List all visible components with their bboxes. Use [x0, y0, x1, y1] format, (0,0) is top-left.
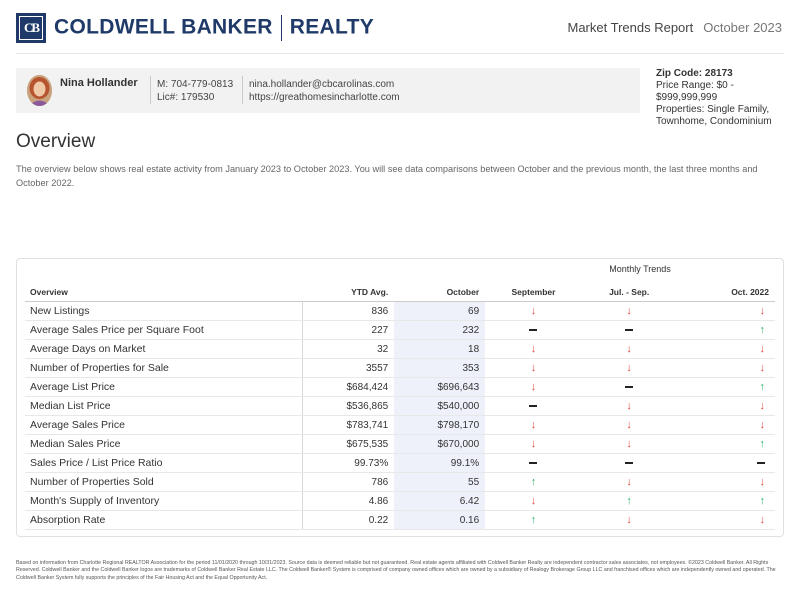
header-divider — [16, 53, 784, 54]
property-types: Properties: Single Family, Townhome, Condominium — [656, 104, 772, 127]
trend-cell — [582, 321, 677, 340]
table-row — [25, 473, 775, 492]
trend-cell — [677, 378, 776, 397]
trend-cell — [677, 359, 776, 378]
report-month: October 2023 — [703, 20, 782, 35]
trend-cell — [485, 454, 582, 473]
row-label: Average Sales Price — [25, 416, 303, 435]
trend-cell — [677, 473, 776, 492]
arrow-down-icon: ↓ — [759, 400, 765, 412]
october-cell: 55 — [394, 473, 485, 492]
arrow-down-icon: ↓ — [626, 400, 632, 412]
trend-cell — [582, 492, 677, 511]
column-header: September — [485, 283, 582, 302]
october-cell: 353 — [394, 359, 485, 378]
arrow-down-icon: ↓ — [759, 343, 765, 355]
no-change-icon — [625, 329, 633, 331]
arrow-down-icon: ↓ — [626, 343, 632, 355]
trend-cell — [582, 473, 677, 492]
agent-phone[interactable]: M: 704-779-0813 — [157, 79, 234, 90]
section-description: The overview below shows real estate activity from January 2023 to October 2023. You will see data comparisons between October and the previous month, the last three months and October 2022. — [16, 164, 758, 188]
october-cell: $540,000 — [394, 397, 485, 416]
october-cell: 99.1% — [394, 454, 485, 473]
trend-cell — [582, 454, 677, 473]
table-header-row — [25, 283, 775, 302]
trend-cell — [677, 397, 776, 416]
no-change-icon — [625, 462, 633, 464]
trend-cell — [677, 340, 776, 359]
row-label: Sales Price / List Price Ratio — [25, 454, 303, 473]
ytd-avg-cell: 0.22 — [303, 511, 394, 530]
arrow-down-icon: ↓ — [626, 438, 632, 450]
trend-cell — [582, 397, 677, 416]
agent-website-link[interactable]: https://greathomesincharlotte.com — [249, 92, 400, 103]
table-row — [25, 511, 775, 530]
arrow-down-icon: ↓ — [530, 343, 537, 355]
trend-cell — [677, 454, 776, 473]
price-range: Price Range: $0 - $999,999,999 — [656, 80, 734, 103]
ytd-avg-cell: $783,741 — [303, 416, 394, 435]
october-cell: $696,643 — [394, 378, 485, 397]
arrow-down-icon: ↓ — [626, 514, 632, 526]
trend-cell — [677, 435, 776, 454]
trend-cell — [485, 473, 582, 492]
trend-cell — [677, 416, 776, 435]
trend-cell — [582, 378, 677, 397]
ytd-avg-cell: 836 — [303, 302, 394, 321]
agent-avatar — [27, 75, 52, 106]
trend-cell — [582, 340, 677, 359]
ytd-avg-cell: $536,865 — [303, 397, 394, 416]
row-label: Median List Price — [25, 397, 303, 416]
agent-contact-block — [249, 78, 400, 104]
agent-divider — [150, 76, 151, 104]
arrow-down-icon: ↓ — [530, 438, 537, 450]
table-row — [25, 397, 775, 416]
section-title: Overview — [16, 131, 96, 152]
arrow-up-icon: ↑ — [626, 495, 632, 507]
arrow-down-icon: ↓ — [530, 381, 537, 393]
october-cell: 18 — [394, 340, 485, 359]
agent-email-link[interactable]: nina.hollander@cbcarolinas.com — [249, 79, 395, 90]
trend-cell — [485, 359, 582, 378]
ytd-avg-cell: 227 — [303, 321, 394, 340]
october-cell: 0.16 — [394, 511, 485, 530]
october-cell: 6.42 — [394, 492, 485, 511]
trend-cell — [485, 397, 582, 416]
row-label: Number of Properties Sold — [25, 473, 303, 492]
monthly-trends-header: Monthly Trends — [609, 264, 671, 274]
overview-table — [25, 283, 775, 530]
row-label: Average List Price — [25, 378, 303, 397]
trend-cell — [582, 359, 677, 378]
no-change-icon — [529, 329, 537, 331]
brand-name: COLDWELL BANKER REALTY — [54, 15, 374, 41]
table-row — [25, 340, 775, 359]
ytd-avg-cell: $684,424 — [303, 378, 394, 397]
table-row — [25, 435, 775, 454]
ytd-avg-cell: 32 — [303, 340, 394, 359]
no-change-icon — [625, 386, 633, 388]
no-change-icon — [757, 462, 765, 464]
no-change-icon — [529, 405, 537, 407]
row-label: Absorption Rate — [25, 511, 303, 530]
brand-logo — [16, 13, 374, 43]
october-cell: $798,170 — [394, 416, 485, 435]
trend-cell — [485, 378, 582, 397]
logo-mark-icon: CB — [16, 13, 46, 43]
trend-cell — [582, 302, 677, 321]
arrow-up-icon: ↑ — [759, 495, 765, 507]
arrow-down-icon: ↓ — [759, 362, 765, 374]
arrow-down-icon: ↓ — [530, 419, 537, 431]
arrow-down-icon: ↓ — [530, 495, 537, 507]
ytd-avg-cell: 786 — [303, 473, 394, 492]
ytd-avg-cell: 99.73% — [303, 454, 394, 473]
trend-cell — [582, 511, 677, 530]
report-filters — [656, 68, 796, 128]
report-title: Market Trends Report October 2023 — [567, 20, 782, 35]
row-label: Average Days on Market — [25, 340, 303, 359]
ytd-avg-cell: 4.86 — [303, 492, 394, 511]
agent-name: Nina Hollander — [60, 77, 138, 89]
table-row — [25, 321, 775, 340]
arrow-down-icon: ↓ — [759, 305, 765, 317]
october-cell: 69 — [394, 302, 485, 321]
trend-cell — [485, 416, 582, 435]
table-row — [25, 454, 775, 473]
trend-cell — [485, 435, 582, 454]
zip-code: Zip Code: 28173 — [656, 68, 733, 79]
row-label: Median Sales Price — [25, 435, 303, 454]
agent-license: Lic#: 179530 — [157, 92, 215, 103]
row-label: Month's Supply of Inventory — [25, 492, 303, 511]
trend-cell — [582, 416, 677, 435]
arrow-down-icon: ↓ — [626, 476, 632, 488]
arrow-down-icon: ↓ — [759, 476, 765, 488]
trend-cell — [582, 435, 677, 454]
trend-cell — [677, 492, 776, 511]
arrow-up-icon: ↑ — [530, 514, 537, 526]
arrow-down-icon: ↓ — [626, 419, 632, 431]
column-header: Oct. 2022 — [677, 283, 776, 302]
arrow-down-icon: ↓ — [626, 305, 632, 317]
agent-info-bar — [16, 68, 640, 113]
table-body — [25, 302, 775, 530]
row-label: New Listings — [25, 302, 303, 321]
table-row — [25, 302, 775, 321]
trend-cell — [485, 302, 582, 321]
october-cell: 232 — [394, 321, 485, 340]
october-cell: $670,000 — [394, 435, 485, 454]
arrow-down-icon: ↓ — [759, 419, 765, 431]
table-row — [25, 492, 775, 511]
no-change-icon — [529, 462, 537, 464]
trend-cell — [485, 492, 582, 511]
row-label: Number of Properties for Sale — [25, 359, 303, 378]
arrow-up-icon: ↑ — [759, 381, 765, 393]
arrow-up-icon: ↑ — [759, 438, 765, 450]
trend-cell — [485, 321, 582, 340]
column-header: Jul. - Sep. — [582, 283, 677, 302]
trend-cell — [677, 321, 776, 340]
trend-cell — [485, 511, 582, 530]
arrow-down-icon: ↓ — [530, 305, 537, 317]
column-header: Overview — [25, 283, 303, 302]
trend-cell — [485, 340, 582, 359]
agent-phone-block — [157, 78, 233, 104]
arrow-up-icon: ↑ — [530, 476, 537, 488]
arrow-up-icon: ↑ — [759, 324, 765, 336]
column-header: YTD Avg. — [303, 283, 394, 302]
trend-cell — [677, 302, 776, 321]
table-row — [25, 359, 775, 378]
table-row — [25, 378, 775, 397]
trend-cell — [677, 511, 776, 530]
table-row — [25, 416, 775, 435]
arrow-down-icon: ↓ — [759, 514, 765, 526]
arrow-down-icon: ↓ — [626, 362, 632, 374]
row-label: Average Sales Price per Square Foot — [25, 321, 303, 340]
ytd-avg-cell: 3557 — [303, 359, 394, 378]
disclaimer: Based on information from Charlotte Regional REALTOR Association for the period 11/01/2020 through 10/31/2023. Source data is deemed reliable but not guaranteed. Real estate agents affiliated with Coldwell Banker Realty are independent contractor sales associates, not employees. ©2023 Coldwell Banker. All Rights Reserved. Coldwell Banker and the Coldwell Banker logos are trademarks of Coldwell Banker Real Estate LLC. The Coldwell Banker® System is comprised of company owned offices which are owned by a subsidiary of Realogy Brokerage Group LLC and franchised offices which are independently owned and operated. The Coldwell Banker System fully supports the principles of the Fair Housing Act and the Equal Opportunity Act. — [16, 560, 776, 581]
agent-divider — [242, 76, 243, 104]
column-header: October — [394, 283, 485, 302]
ytd-avg-cell: $675,535 — [303, 435, 394, 454]
arrow-down-icon: ↓ — [530, 362, 537, 374]
